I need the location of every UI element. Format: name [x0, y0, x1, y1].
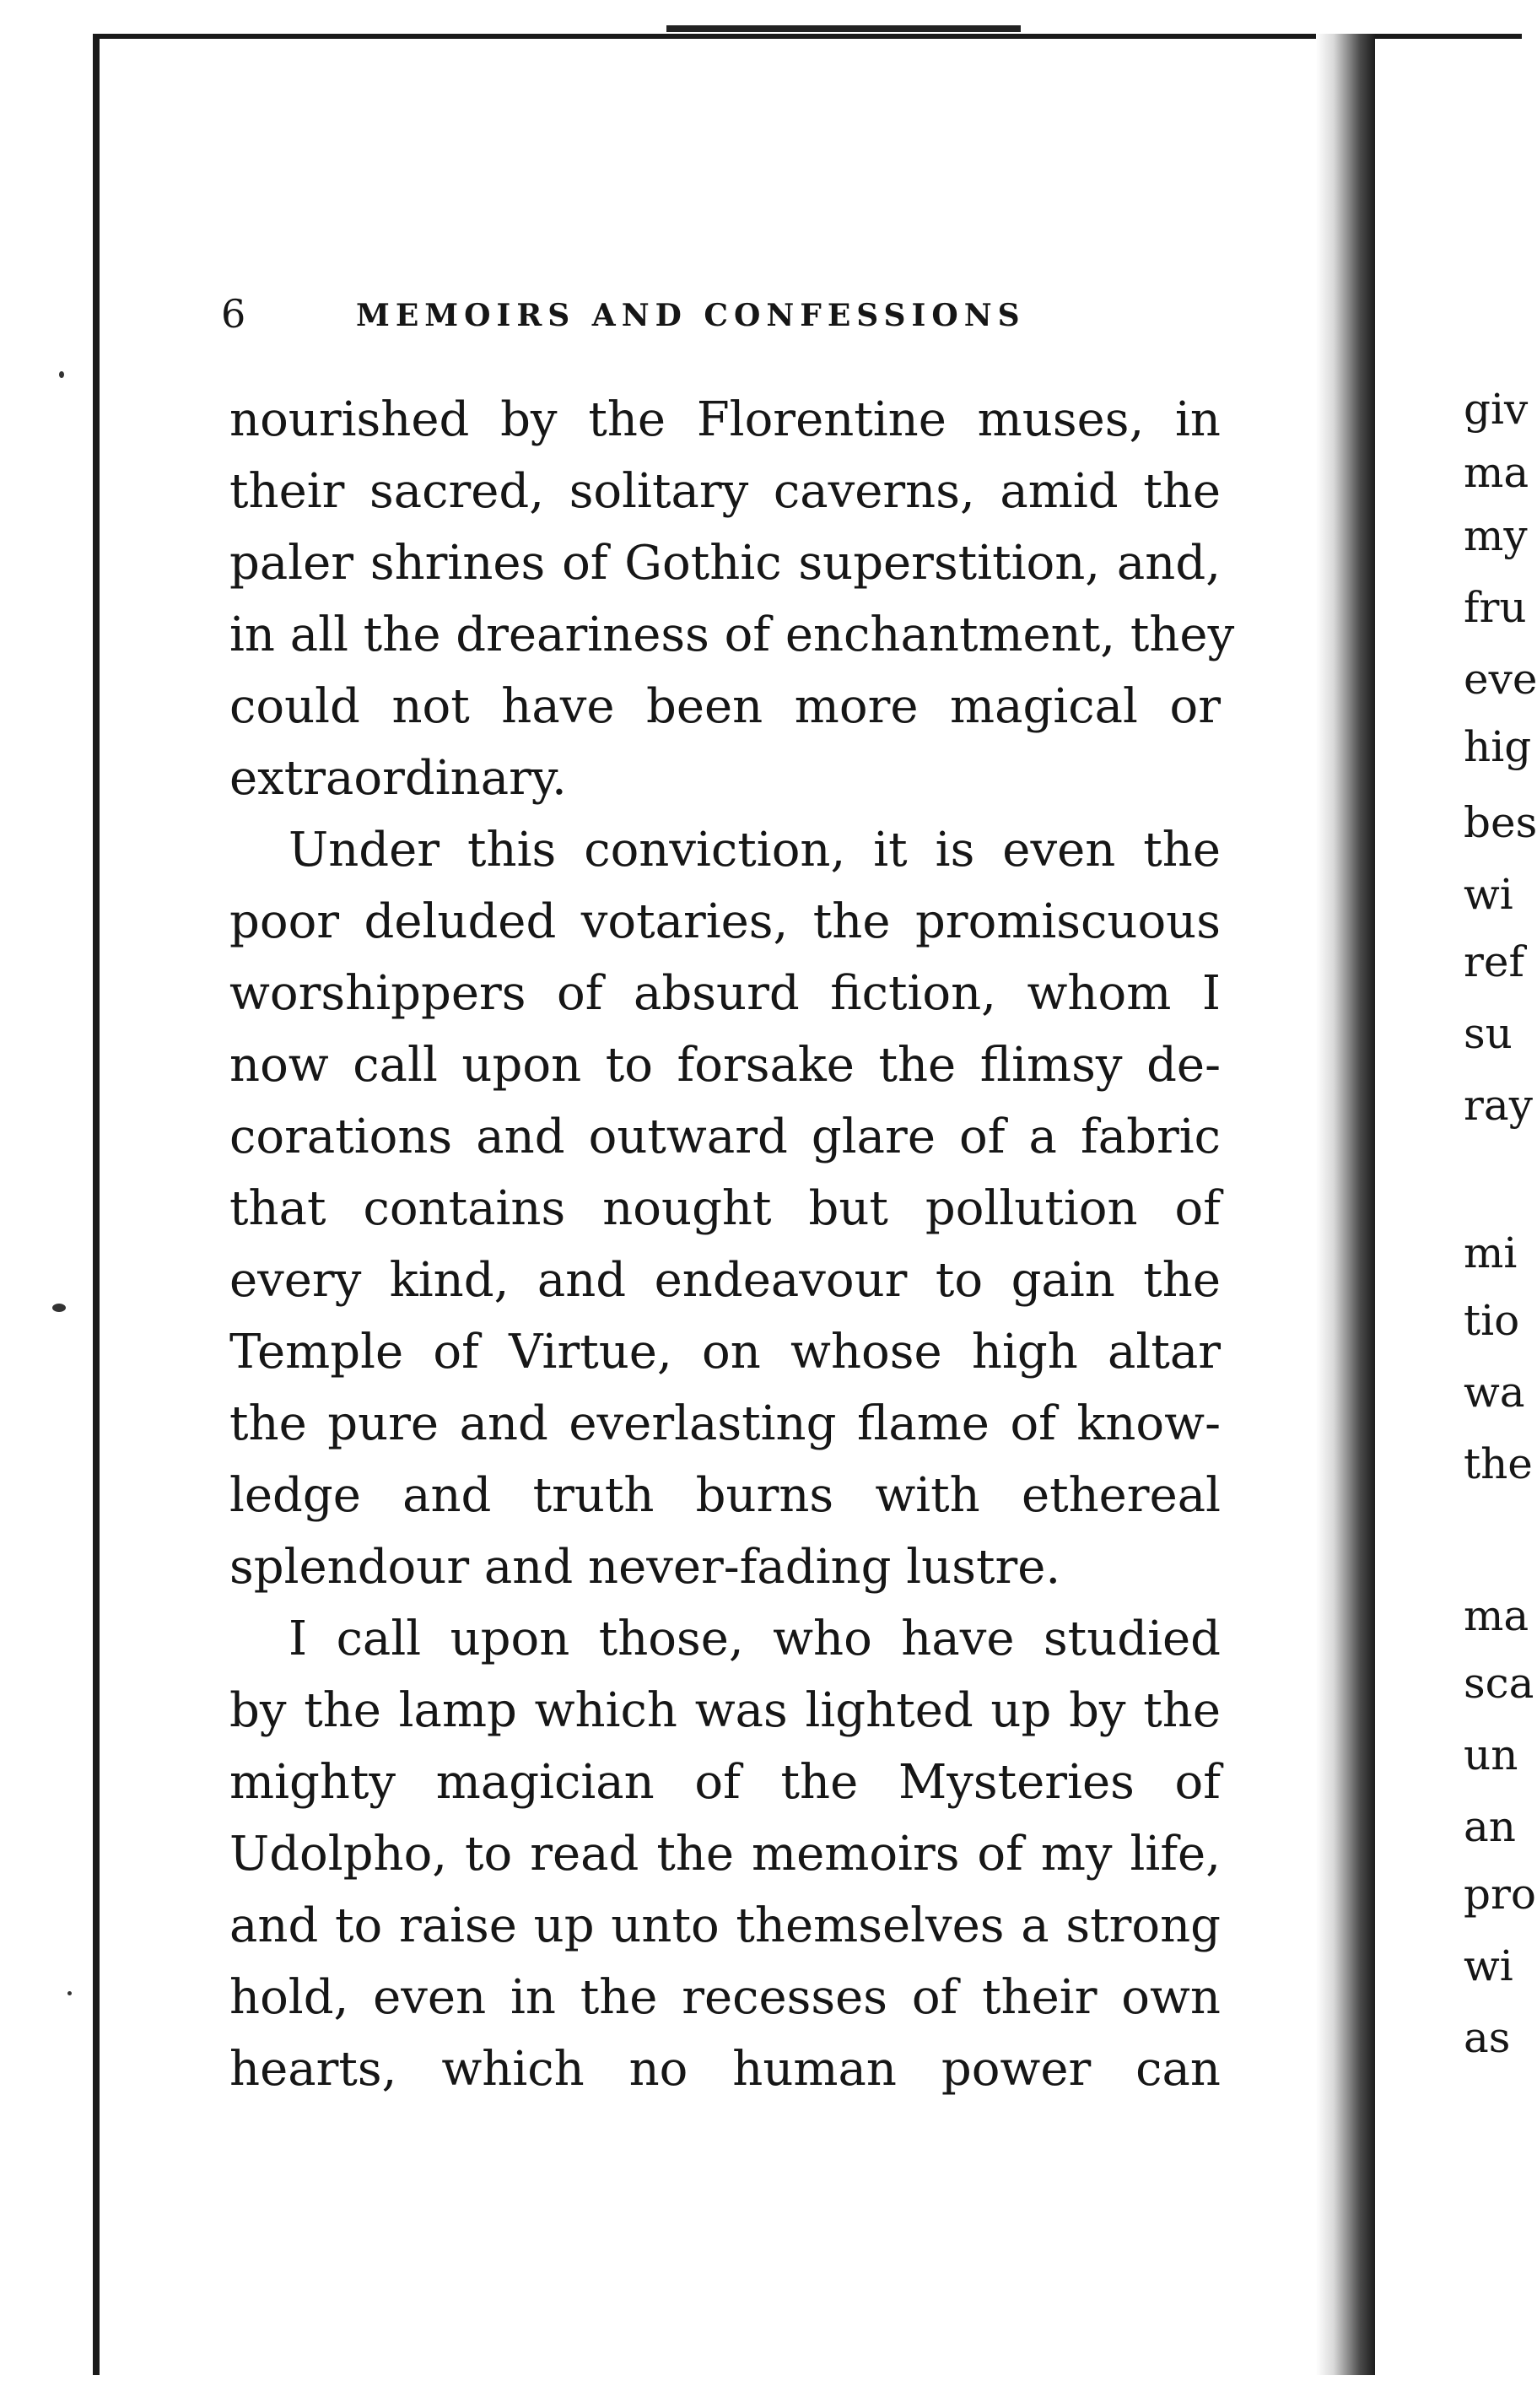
fragment-line: ma: [1464, 1591, 1529, 1640]
fragment-line: wi: [1464, 1941, 1513, 1990]
text-line: in all the dreariness of enchantment, they: [229, 607, 1235, 662]
text-line: by the lamp which was lighted up by the: [229, 1683, 1221, 1738]
running-title: MEMOIRS AND CONFESSIONS: [356, 298, 1026, 333]
fragment-line: su: [1464, 1009, 1513, 1058]
text-line: the pure and everlasting flame of know-: [229, 1396, 1221, 1451]
text-line: and to raise up unto themselves a strong: [229, 1898, 1221, 1953]
text-line: Temple of Virtue, on whose high altar: [229, 1325, 1221, 1379]
fragment-line: as: [1464, 2013, 1511, 2062]
running-head: [221, 291, 1098, 342]
fragment-line: bes: [1464, 798, 1537, 847]
text-line: poor deluded votaries, the promiscuous: [229, 894, 1221, 949]
fragment-line: wi: [1464, 870, 1513, 919]
text-line: hold, even in the recesses of their own: [229, 1970, 1221, 2025]
fragment-line: pro: [1464, 1870, 1537, 1919]
text-line: extraordinary.: [229, 751, 567, 806]
text-line: hearts, which no human power can: [229, 2042, 1221, 2097]
fragment-line: mi: [1464, 1228, 1518, 1277]
text-line: that contains nought but pollution of: [229, 1181, 1221, 1236]
text-line: splendour and never-fading lustre.: [229, 1540, 1061, 1595]
fragment-line: ray: [1464, 1081, 1533, 1130]
text-line: worshippers of absurd fiction, whom I: [229, 966, 1221, 1021]
text-line: Udolpho, to read the memoirs of my life,: [229, 1827, 1221, 1882]
fragment-line: fru: [1464, 583, 1527, 632]
text-line: Under this conviction, it is even the: [289, 823, 1221, 877]
fragment-line: eve: [1464, 655, 1537, 704]
text-line: their sacred, solitary caverns, amid the: [229, 464, 1221, 519]
fragment-line: sca: [1464, 1659, 1534, 1708]
fragment-line: my: [1464, 511, 1528, 560]
text-line: now call upon to forsake the flimsy de-: [229, 1038, 1221, 1093]
page-gutter: [1316, 34, 1375, 2375]
fragment-line: hig: [1464, 722, 1532, 771]
text-line: mighty magician of the Mysteries of: [229, 1755, 1221, 1810]
text-line: nourished by the Florentine muses, in: [229, 392, 1221, 447]
fragment-line: tio: [1464, 1296, 1520, 1345]
scan-speck: [67, 1991, 72, 1995]
fragment-line: ma: [1464, 448, 1529, 497]
top-rule: [666, 25, 1021, 32]
body-text: [229, 384, 1235, 2105]
facing-page-text: [1464, 0, 1537, 2408]
text-line: could not have been more magical or: [229, 679, 1221, 734]
fragment-line: giv: [1464, 385, 1529, 434]
page-number: 6: [221, 291, 246, 337]
fragment-line: wa: [1464, 1368, 1525, 1417]
scan-speck: [52, 1304, 66, 1312]
text-line: every kind, and endeavour to gain the: [229, 1253, 1221, 1308]
bottom-margin: [93, 2375, 1522, 2408]
text-line: I call upon those, who have studied: [289, 1612, 1221, 1666]
scan-speck: [59, 371, 64, 378]
text-line: corations and outward glare of a fabric: [229, 1110, 1221, 1164]
fragment-line: un: [1464, 1730, 1518, 1779]
text-line: paler shrines of Gothic superstition, and,: [229, 536, 1221, 591]
fragment-line: an: [1464, 1802, 1517, 1851]
fragment-line: the: [1464, 1439, 1533, 1488]
fragment-line: ref: [1464, 937, 1524, 986]
text-line: ledge and truth burns with ethereal: [229, 1468, 1221, 1523]
